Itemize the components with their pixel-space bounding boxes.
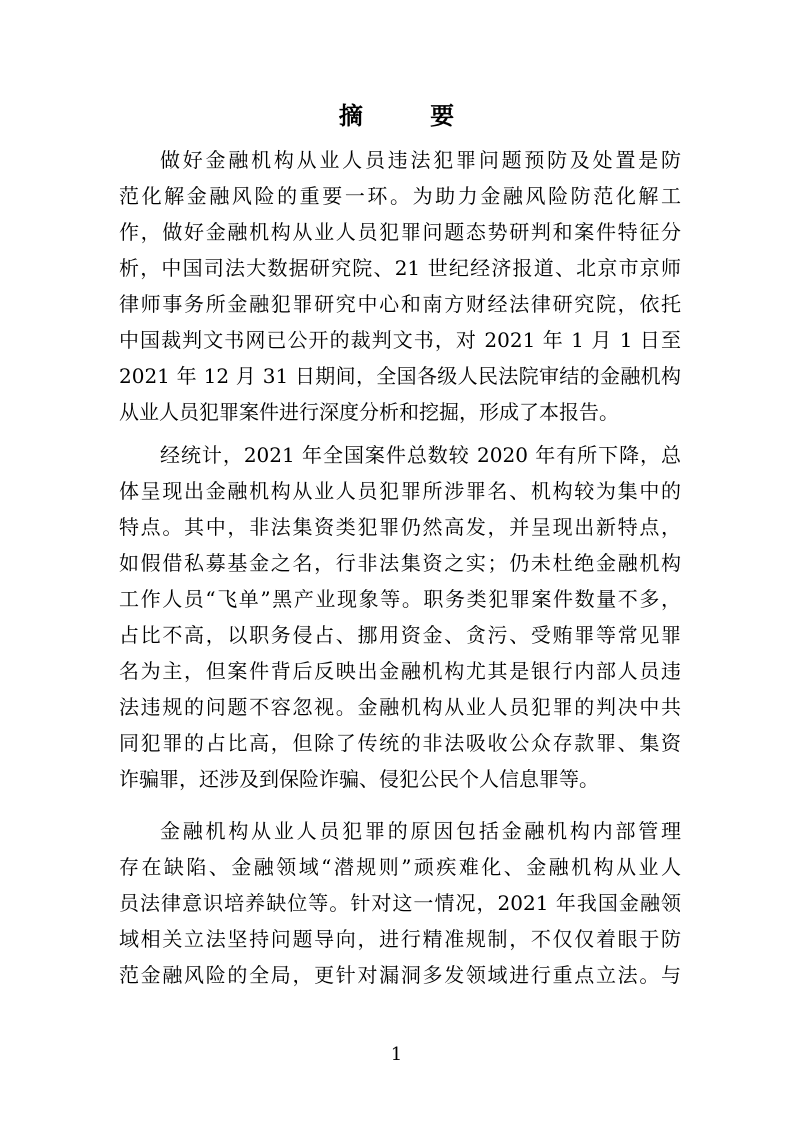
paragraph-2-line-2: 体呈现出金融机构从业人员犯罪所涉罪名、机构较为集中的	[119, 479, 681, 503]
paragraph-2-line-6: 占比不高，以职务侵占、挪用资金、贪污、受贿罪等常见罪	[119, 623, 681, 647]
paragraph-1-line-3: 作，做好金融机构从业人员犯罪问题态势研判和案件特征分	[119, 220, 681, 244]
paragraph-2-line-3: 特点。其中，非法集资类犯罪仍然高发，并呈现出新特点，	[119, 515, 681, 539]
paragraph-1-line-2: 范化解金融风险的重要一环。为助力金融风险防范化解工	[119, 184, 681, 208]
page-title: 摘 要	[338, 102, 476, 130]
paragraph-1-line-6: 中国裁判文书网已公开的裁判文书，对 2021 年 1 月 1 日至	[119, 328, 681, 352]
paragraph-2-line-5: 工作人员“飞单”黑产业现象等。职务类犯罪案件数量不多，	[119, 587, 681, 611]
paragraph-3-line-1: 金融机构从业人员犯罪的原因包括金融机构内部管理	[160, 819, 681, 843]
paragraph-3-line-4: 域相关立法坚持问题导向，进行精准规制，不仅仅着眼于防	[119, 927, 681, 951]
paragraph-2-line-7: 名为主，但案件背后反映出金融机构尤其是银行内部人员违	[119, 659, 681, 683]
paragraph-2-line-8: 法违规的问题不容忽视。金融机构从业人员犯罪的判决中共	[119, 695, 681, 719]
paragraph-1-line-1: 做好金融机构从业人员违法犯罪问题预防及处置是防	[160, 148, 681, 172]
paragraph-1-line-8: 从业人员犯罪案件进行深度分析和挖掘，形成了本报告。	[119, 400, 619, 424]
paragraph-3-line-5: 范金融风险的全局，更针对漏洞多发领域进行重点立法。与	[119, 963, 681, 987]
paragraph-2-line-9: 同犯罪的占比高，但除了传统的非法吸收公众存款罪、集资	[119, 731, 681, 755]
paragraph-2-line-10: 诈骗罪，还涉及到保险诈骗、侵犯公民个人信息罪等。	[119, 767, 599, 791]
paragraph-2-line-1: 经统计，2021 年全国案件总数较 2020 年有所下降，总	[160, 443, 681, 467]
page-number: 1	[390, 1044, 403, 1065]
paragraph-3-line-2: 存在缺陷、金融领域“潜规则”顽疾难化、金融机构从业人	[119, 855, 681, 879]
paragraph-1-line-7: 2021 年 12 月 31 日期间，全国各级人民法院审结的金融机构	[119, 364, 681, 388]
paragraph-1-line-4: 析，中国司法大数据研究院、21 世纪经济报道、北京市京师	[119, 256, 681, 280]
paragraph-1-line-5: 律师事务所金融犯罪研究中心和南方财经法律研究院，依托	[119, 292, 681, 316]
paragraph-2-line-4: 如假借私募基金之名，行非法集资之实；仍未杜绝金融机构	[119, 551, 681, 575]
paragraph-3-line-3: 员法律意识培养缺位等。针对这一情况，2021 年我国金融领	[119, 891, 681, 915]
